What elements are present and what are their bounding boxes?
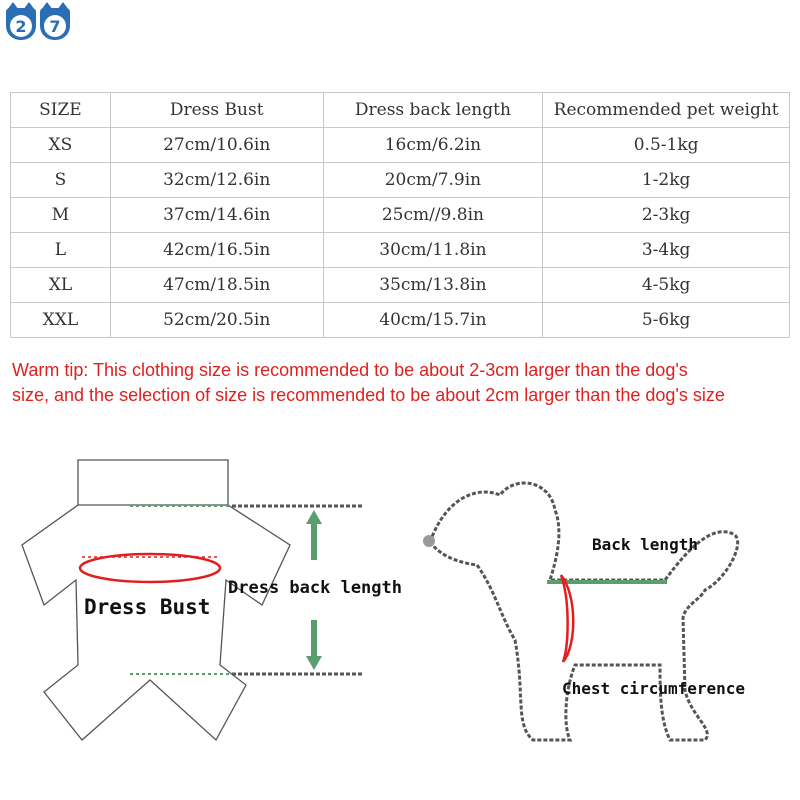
dress-bust-label: Dress Bust <box>84 595 211 619</box>
table-row <box>11 198 790 233</box>
warm-tip-line-2: size, and the selection of size is recommended to be about 2cm larger than the dog's size <box>12 385 725 405</box>
header-dress-bust: Dress Bust <box>110 93 323 128</box>
cell-bust: 37cm/14.6in <box>110 198 323 233</box>
logo-digit: 2 <box>10 15 32 37</box>
header-dress-back-length: Dress back length <box>323 93 543 128</box>
logo-digit: 7 <box>44 15 66 37</box>
dog-measurement-diagram <box>415 440 795 770</box>
cell-size: XXL <box>11 303 111 338</box>
cell-bust: 52cm/20.5in <box>110 303 323 338</box>
cell-back-length: 40cm/15.7in <box>323 303 543 338</box>
cell-back-length: 25cm//9.8in <box>323 198 543 233</box>
dog-chest-circumference-label: Chest circumference <box>562 679 746 698</box>
size-chart-table <box>10 92 790 338</box>
cell-weight: 4-5kg <box>543 268 790 303</box>
back-length-arrow-top <box>306 510 322 560</box>
cell-bust: 47cm/18.5in <box>110 268 323 303</box>
cell-size: XL <box>11 268 111 303</box>
cell-bust: 27cm/10.6in <box>110 128 323 163</box>
cell-weight: 0.5-1kg <box>543 128 790 163</box>
dog-outline <box>430 483 738 740</box>
table-row <box>11 128 790 163</box>
table-row <box>11 233 790 268</box>
cell-back-length: 35cm/13.8in <box>323 268 543 303</box>
dog-nose-icon <box>423 535 435 547</box>
dog-back-length-label: Back length <box>592 535 698 554</box>
table-row <box>11 268 790 303</box>
cell-back-length: 30cm/11.8in <box>323 233 543 268</box>
cell-back-length: 16cm/6.2in <box>323 128 543 163</box>
cell-weight: 1-2kg <box>543 163 790 198</box>
warm-tip-line-1: Warm tip: This clothing size is recommended to be about 2-3cm larger than the dog's <box>12 360 688 380</box>
warm-tip <box>12 358 792 408</box>
cell-size: S <box>11 163 111 198</box>
logo-badge-right <box>40 8 70 40</box>
cell-weight: 2-3kg <box>543 198 790 233</box>
table-header-row <box>11 93 790 128</box>
brand-logo <box>6 8 70 40</box>
cell-size: L <box>11 233 111 268</box>
cell-size: M <box>11 198 111 233</box>
header-size: SIZE <box>11 93 111 128</box>
table-row <box>11 163 790 198</box>
cell-bust: 42cm/16.5in <box>110 233 323 268</box>
header-pet-weight: Recommended pet weight <box>543 93 790 128</box>
cell-weight: 5-6kg <box>543 303 790 338</box>
cell-back-length: 20cm/7.9in <box>323 163 543 198</box>
cell-weight: 3-4kg <box>543 233 790 268</box>
cell-size: XS <box>11 128 111 163</box>
dress-back-length-label: Dress back length <box>228 578 402 598</box>
cell-bust: 32cm/12.6in <box>110 163 323 198</box>
back-length-arrow-bottom <box>306 620 322 670</box>
logo-badge-left <box>6 8 36 40</box>
table-row <box>11 303 790 338</box>
